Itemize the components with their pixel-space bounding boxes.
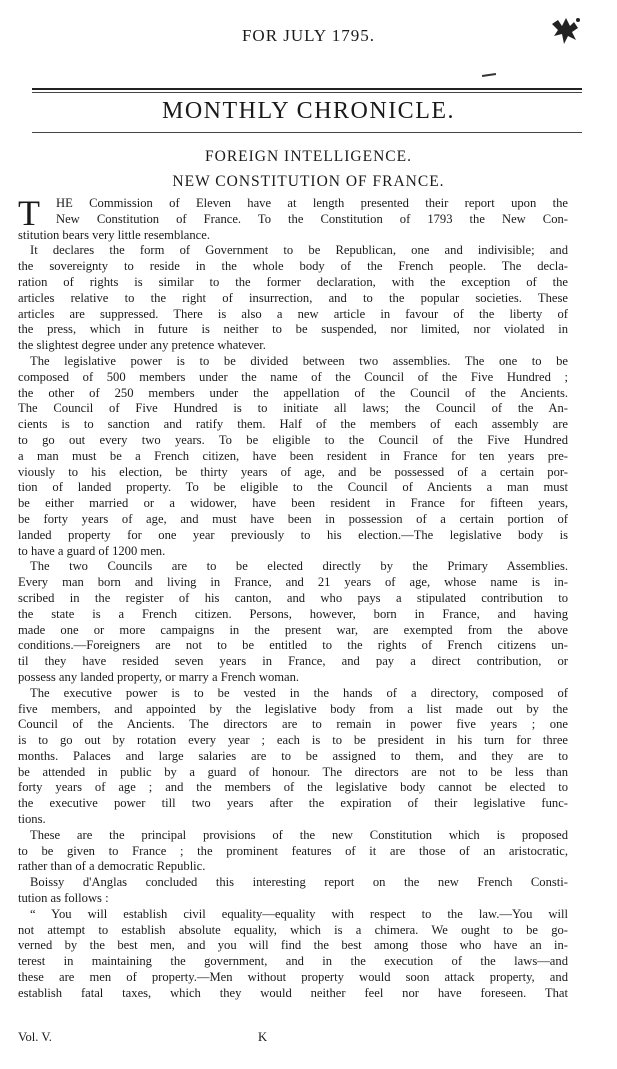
text-line: be either married or a widower, have been resident in France for fifteen years, [18, 496, 568, 511]
text-line: landed property for one year previously to his election.—The legislative body is [18, 527, 568, 542]
text-line: articles relative to the right of insurrection, and to the popular societies. These [18, 290, 568, 305]
text-line: a man must be a French citizen, have been resident in France for ten years pre- [18, 448, 568, 463]
text-line: Every man born and living in France, and 21 years of age, whose name is in- [18, 575, 568, 590]
text-line: scribed in the register of his canton, and who pays a stipulated contribution to [18, 590, 568, 605]
text-line: articles are suppressed. There is also a new article in favour of the liberty of [18, 306, 568, 321]
text-line: the executive power till two years after the expiration of their legislative func- [18, 796, 568, 811]
text-line: be attended in public by a guard of honour. The directors are not to be less than [18, 764, 568, 779]
text-line: The legislative power is to be divided between two assemblies. The one to be [30, 353, 568, 368]
text-line: verned by the best men, and you will find the best among those who have an in- [18, 938, 568, 953]
text-line: possess any landed property, or marry a French woman. [18, 669, 300, 684]
running-head: FOR JULY 1795. [241, 26, 376, 45]
text-line: New Constitution of France. To the Constitution of 1793 the New Con- [56, 211, 568, 226]
text-line: ration of rights is similar to the former declaration, with the exception of the [18, 274, 568, 289]
text-line: HE Commission of Eleven have at length presented their report upon the [56, 196, 568, 210]
text-line: conditions.—Foreigners are not to be entitled to the rights of French citizens un- [18, 638, 568, 653]
text-line: tions. [18, 812, 46, 827]
text-line: Council of the Ancients. The directors are to remain in power five years ; one [18, 717, 568, 732]
text-line: It declares the form of Government to be Republican, one and indivisible; and [30, 243, 568, 258]
text-line: til they have resided seven years in France, and pay a direct contribution, or [18, 654, 568, 669]
text-line: five members, and appointed by the legislative body from a list made out by the [18, 701, 568, 716]
text-line: be forty years of age, and must have been in possession of a certain portion of [18, 511, 568, 526]
text-line: terest in maintaining the government, and in the execution of the laws—and [18, 954, 568, 969]
text-line: Boissy d'Anglas concluded this interesting report on the new French Consti- [30, 875, 568, 890]
drop-cap: T [18, 193, 40, 233]
header-rule-thin [32, 92, 582, 93]
text-line: establish fatal taxes, which they would neither feel nor have foreseen. That [18, 985, 568, 1000]
text-line: the slightest degree under any pretence whatever. [18, 338, 266, 353]
text-line: the other of 250 members under the appellation of the Council of the Ancients. [18, 385, 568, 400]
text-line: to have a guard of 1200 men. [18, 543, 166, 558]
text-line: these are men of property.—Men without property would soon attack property, and [18, 970, 568, 985]
text-line: viously to his election, be thirty years of age, and be possessed of a certain por- [18, 464, 568, 479]
section-heading: FOREIGN INTELLIGENCE. [205, 148, 412, 165]
text-line: the state is a French citizen. Persons, however, born in France, and having [18, 606, 568, 621]
text-line: cients is to sanction and ratify them. Half of the members of each assembly are [18, 417, 568, 432]
text-line: The two Councils are to be elected directly by the Primary Assemblies. [30, 559, 568, 574]
text-line: stitution bears very little resemblance. [18, 227, 210, 242]
text-line: not attempt to establish absolute equality, which is a chimera. We ought to be go- [18, 922, 568, 937]
text-line: tion of landed property. To be eligible to the Council of Ancients a man must [18, 480, 568, 495]
title-rule [32, 132, 582, 133]
article-heading: NEW CONSTITUTION OF FRANCE. [172, 173, 445, 190]
text-line: The Council of Five Hundred is to initiate all laws; the Council of the An- [18, 401, 568, 416]
text-line: The executive power is to be vested in the hands of a directory, composed of [30, 685, 568, 700]
text-line: to be given to France ; the prominent features of it are those of an aristocratic, [18, 843, 568, 858]
article-body [18, 193, 568, 1002]
text-line: made one or more campaigns in the present war, are exempted from the above [18, 622, 568, 637]
printers-ornament-icon [548, 14, 584, 50]
text-line: to go out every two years. To be eligible to the Council of the Five Hundred [18, 432, 568, 447]
text-line: rather than of a democratic Republic. [18, 859, 206, 874]
text-line: composed of 500 members under the name of the Council of the Five Hundred ; [18, 369, 568, 384]
text-line: months. Palaces and large salaries are to be assigned to them, and they are to [18, 748, 568, 763]
chronicle-title: MONTHLY CHRONICLE. [161, 98, 456, 124]
text-line: “ You will establish civil equality—equality with respect to the law.—You will [30, 906, 568, 921]
volume-label: Vol. V. [18, 1030, 52, 1044]
text-line: the press, which in future is neither to be suspended, nor limited, nor violated in [18, 322, 568, 337]
text-line: tution as follows : [18, 891, 109, 906]
header-rule [32, 88, 582, 90]
text-line: forty years of age ; and the members of the legislative body cannot be elected to [18, 780, 568, 795]
text-line: the sovereignty to reside in the whole body of the French people. The decla- [18, 259, 568, 274]
text-line: is to go out by rotation every year ; each is to be president in his turn for three [18, 733, 568, 748]
signature-mark: K [258, 1030, 268, 1044]
stray-mark [482, 73, 496, 77]
text-line: These are the principal provisions of the new Constitution which is proposed [30, 827, 568, 842]
